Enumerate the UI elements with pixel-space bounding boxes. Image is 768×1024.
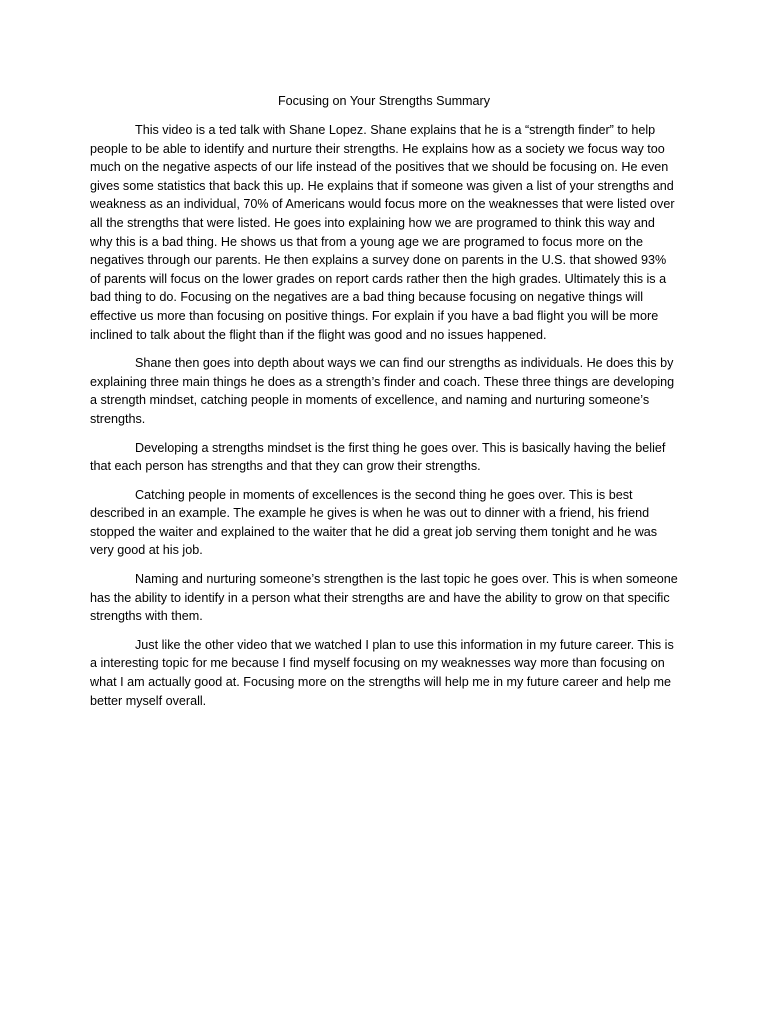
document-body <box>90 121 680 720</box>
paragraph-naming-nurturing: Naming and nurturing someone’s strengthen is the last topic he goes over. This is when someone has the ability to identify in a person what their strengths are and have the ability to grow on that specific strengths with them. <box>90 572 678 624</box>
paragraph-moments-of-excellence: Catching people in moments of excellences is the second thing he goes over. This is best described in an example. The example he gives is when he was out to dinner with a friend, his friend stopped the waiter and explained to the waiter that he did a great job serving them tonight and he was very good at his job. <box>90 487 658 558</box>
paragraph-conclusion: Just like the other video that we watched I plan to use this information in my future career. This is a interesting topic for me because I find myself focusing on my weaknesses way more than focusing on what I am actually good at. Focusing more on the strengths will help me in my future career and help me better myself overall. <box>90 637 674 708</box>
paragraph-intro: This video is a ted talk with Shane Lopez. Shane explains that he is a “strength finder” to help people to be able to identify and nurture their strengths. He explains how as a society we focus way too much on the negative aspects of our life instead of the positives that we should be focusing on. He even gives some statistics that back this up. He explains that if someone was given a list of your strengths and weakness as an individual, 70% of Americans would focus more on the weaknesses that were listed over all the strengths that were listed. He goes into explaining how we are programed to think this way and why this is a bad thing. He shows us that from a young age we are programed to focus more on the negatives through our parents. He then explains a survey done on parents in the U.S. that showed 93% of parents will focus on the lower grades on report cards rather then the high grades. Ultimately this is a bad thing to do. Focusing on the negatives are a bad thing because focusing on negative things will effective us more than focusing on positive things. For explain if you have a bad flight you will be more inclined to talk about the flight than if the flight was good and no issues happened. <box>90 123 675 342</box>
paragraph-finding-strengths: Shane then goes into depth about ways we can find our strengths as individuals. He does this by explaining three main things he does as a strength’s finder and coach. These three things are developing a strength mindset, catching people in moments of excellence, and naming and nurturing someone’s strengths. <box>90 356 675 426</box>
document-title: Focusing on Your Strengths Summary <box>277 94 491 108</box>
paragraph-strengths-mindset: Developing a strengths mindset is the first thing he goes over. This is basically having the belief that each person has strengths and that they can grow their strengths. <box>90 440 666 474</box>
